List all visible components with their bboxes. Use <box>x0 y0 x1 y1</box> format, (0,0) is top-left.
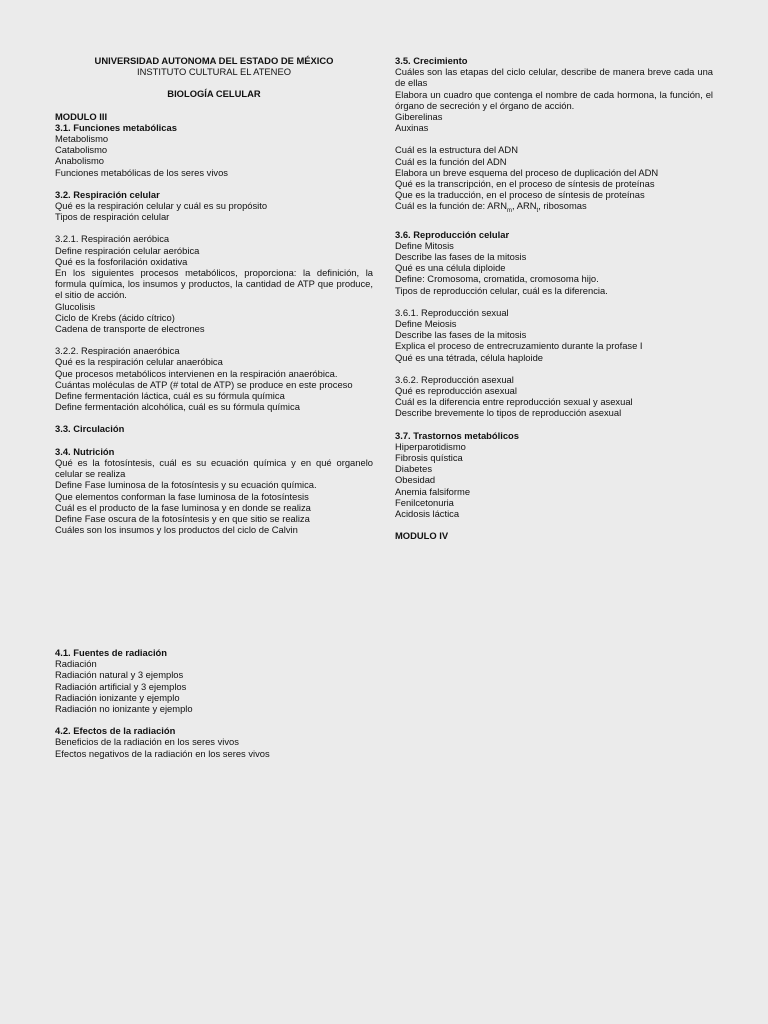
paragraph: Qué es la fotosíntesis, cuál es su ecuación química y en qué organelo celular se realiza <box>55 456 373 480</box>
course-title: BIOLOGÍA CELULAR <box>167 88 261 100</box>
list-item: Describe las fases de la mitosis <box>395 329 527 341</box>
section-3-6-heading: 3.6. Reproducción celular <box>395 228 510 240</box>
list-item: Qué es la fosforilación oxidativa <box>55 255 188 267</box>
list-item: Anemia falsiforme <box>395 485 471 497</box>
module-4-column <box>55 647 373 759</box>
section-3-4-heading: 3.4. Nutrición <box>55 445 115 457</box>
arn-text: , ribosomas <box>538 200 587 212</box>
section-3-2-2-heading: 3.2.2. Respiración anaeróbica <box>55 345 180 357</box>
section-3-2-heading: 3.2. Respiración celular <box>55 188 160 200</box>
section-3-7-heading: 3.7. Trastornos metabólicos <box>395 429 519 441</box>
list-item: Define fermentación alcohólica, cuál es su fórmula química <box>55 401 300 413</box>
list-item: Qué es la respiración celular anaeróbica <box>55 356 223 368</box>
list-item: Funciones metabólicas de los seres vivos <box>55 166 228 178</box>
list-item: Define: Cromosoma, cromatida, cromosoma hijo. <box>395 273 599 285</box>
list-item: Elabora un breve esquema del proceso de duplicación del ADN <box>395 166 659 178</box>
module-4-heading: MODULO IV <box>395 530 449 542</box>
list-item: Giberelinas <box>395 111 443 123</box>
list-item: Metabolismo <box>55 133 109 145</box>
list-item: Que es la traducción, en el proceso de síntesis de proteínas <box>395 189 645 201</box>
arn-function-line <box>395 200 713 217</box>
institute-title: INSTITUTO CULTURAL EL ATENEO <box>136 66 291 78</box>
section-3-2-1-heading: 3.2.1. Respiración aeróbica <box>55 233 170 245</box>
arn-text: Cuál es la función de: ARN <box>395 200 508 212</box>
section-4-2-heading: 4.2. Efectos de la radiación <box>55 725 176 737</box>
list-item: Hiperparotidismo <box>395 440 466 452</box>
list-item: Radiación <box>55 658 97 670</box>
list-item: Define Fase luminosa de la fotosíntesis y su ecuación química. <box>55 479 317 491</box>
list-item: Qué es una tétrada, célula haploide <box>395 351 544 363</box>
list-item: Fenilcetonuria <box>395 496 454 508</box>
arn-subscript: m <box>507 208 513 215</box>
paragraph: Elabora un cuadro que contenga el nombre de cada hormona, la función, el órgano de secreción y el órgano de acción. <box>395 88 713 111</box>
paragraph: Que procesos metabólicos intervienen en la respiración anaeróbica. <box>55 367 338 379</box>
list-item: Qué es la transcripción, en el proceso de síntesis de proteínas <box>395 178 655 190</box>
list-item: Anabolismo <box>55 155 104 167</box>
arn-text: , ARN <box>512 200 537 212</box>
paragraph: En los siguientes procesos metabólicos, proporciona: la definición, la formula química, los insumos y productos, la cantidad de ATP que produce, el sitio de acción. <box>55 267 373 301</box>
list-item: Radiación artificial y 3 ejemplos <box>55 680 187 692</box>
list-item: Fibrosis quística <box>395 451 463 463</box>
list-item: Define fermentación láctica, cuál es su fórmula química <box>55 390 285 402</box>
list-item: Define Mitosis <box>395 239 454 251</box>
list-item: Radiación no ionizante y ejemplo <box>55 703 193 715</box>
list-item: Cuáles son los insumos y los productos del ciclo de Calvin <box>55 524 298 536</box>
university-title: UNIVERSIDAD AUTONOMA DEL ESTADO DE MÉXICO <box>94 55 334 66</box>
list-item: Cadena de transporte de electrones <box>55 323 205 335</box>
module-3-heading: MODULO III <box>55 110 108 122</box>
list-item: Beneficios de la radiación en los seres vivos <box>55 736 239 748</box>
list-item: Obesidad <box>395 474 436 486</box>
list-item: Qué es reproducción asexual <box>395 384 517 396</box>
list-item: Ciclo de Krebs (ácido cítrico) <box>55 311 175 323</box>
list-item: Qué es una célula diploide <box>395 262 506 274</box>
section-3-5-heading: 3.5. Crecimiento <box>395 55 468 66</box>
list-item: Define respiración celular aeróbica <box>55 244 200 256</box>
right-column <box>395 55 713 541</box>
list-item: Catabolismo <box>55 144 108 156</box>
list-item: Explica el proceso de entrecruzamiento durante la profase I <box>395 340 643 352</box>
section-3-3-heading: 3.3. Circulación <box>55 423 125 435</box>
paragraph: Cuáles son las etapas del ciclo celular, describe de manera breve cada una de ellas <box>395 66 713 89</box>
section-3-6-2-heading: 3.6.2. Reproducción asexual <box>395 373 514 385</box>
left-column <box>55 55 373 535</box>
list-item: Radiación natural y 3 ejemplos <box>55 669 184 681</box>
list-item: Cuál es la estructura del ADN <box>395 144 518 156</box>
list-item: Glucolisis <box>55 300 96 312</box>
list-item: Cuál es el producto de la fase luminosa y en donde se realiza <box>55 501 311 513</box>
list-item: Cuál es la función del ADN <box>395 155 507 167</box>
section-3-1-heading: 3.1. Funciones metabólicas <box>55 121 177 133</box>
list-item: Diabetes <box>395 463 433 475</box>
list-item: Define Fase oscura de la fotosíntesis y en que sitio se realiza <box>55 512 310 524</box>
list-item: Tipos de respiración celular <box>55 211 170 223</box>
list-item: Qué es la respiración celular y cuál es su propósito <box>55 200 268 212</box>
list-item: Que elementos conforman la fase luminosa de la fotosíntesis <box>55 490 309 502</box>
list-item: Describe brevemente lo tipos de reproducción asexual <box>395 407 622 419</box>
list-item: Efectos negativos de la radiación en los seres vivos <box>55 747 270 759</box>
section-4-1-heading: 4.1. Fuentes de radiación <box>55 647 168 658</box>
arn-subscript: t <box>536 208 539 215</box>
list-item: Tipos de reproducción celular, cuál es la diferencia. <box>395 284 608 296</box>
list-item: Radiación ionizante y ejemplo <box>55 691 180 703</box>
list-item: Cuántas moléculas de ATP (# total de ATP) se produce en este proceso <box>55 378 353 390</box>
list-item: Cuál es la diferencia entre reproducción sexual y asexual <box>395 396 633 408</box>
list-item: Acidosis láctica <box>395 507 460 519</box>
list-item: Define Meiosis <box>395 317 457 329</box>
list-item: Auxinas <box>395 122 429 134</box>
list-item: Describe las fases de la mitosis <box>395 250 527 262</box>
section-3-6-1-heading: 3.6.1. Reproducción sexual <box>395 306 509 318</box>
